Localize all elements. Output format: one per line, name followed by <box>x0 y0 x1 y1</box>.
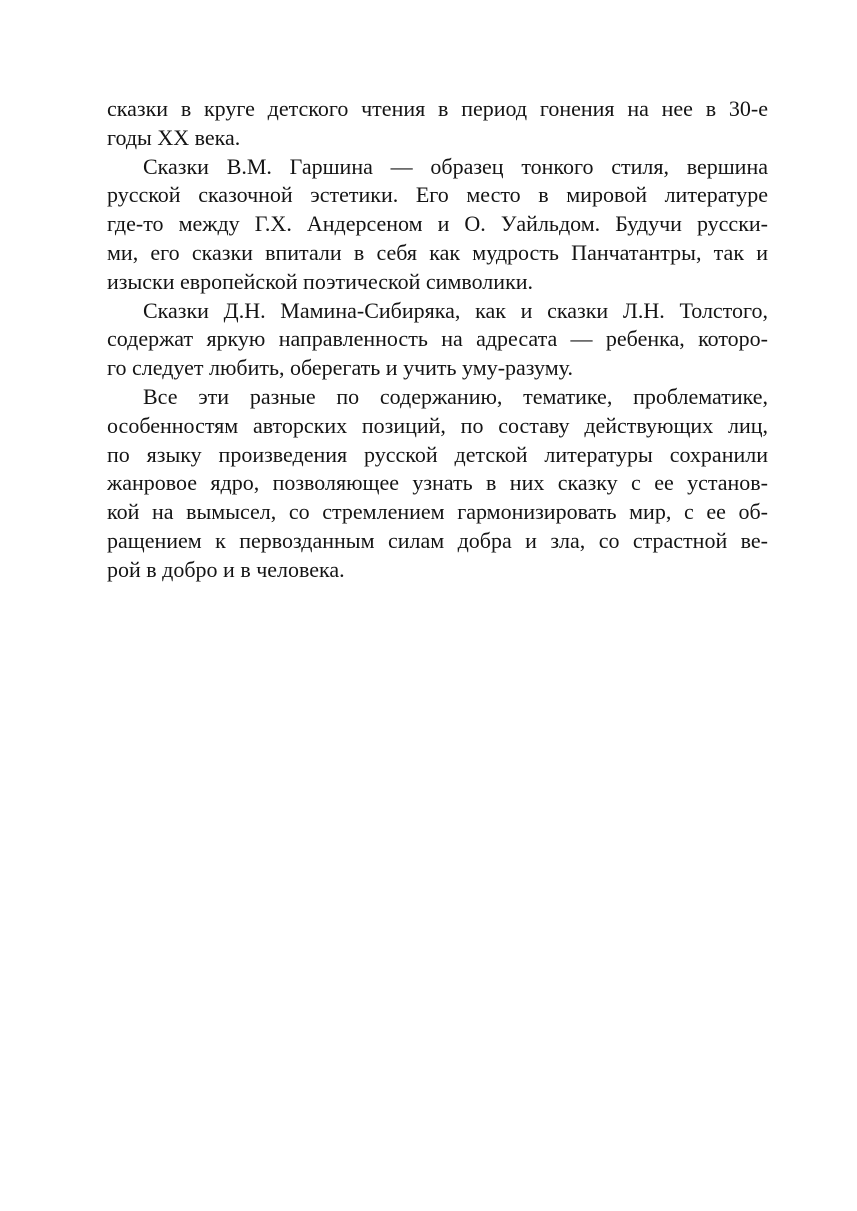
text-line: по языку произведения русской детской литературы сохранили <box>107 441 768 467</box>
text-line: жанровое ядро, позволяющее узнать в них сказку с ее установ- <box>107 470 768 496</box>
text-line: Сказки В.М. Гаршина — образец тонкого стиля, вершина <box>143 153 768 179</box>
text-line: кой на вымысел, со стремлением гармонизировать мир, с ее об- <box>107 499 768 525</box>
text-line: ращением к первозданным силам добра и зла, со страстной ве- <box>107 527 768 553</box>
text-line: особенностям авторских позиций, по составу действующих лиц, <box>107 412 768 438</box>
text-line: ми, его сказки впитали в себя как мудрость Панчатантры, так и <box>107 239 768 265</box>
text-line: Все эти разные по содержанию, тематике, проблематике, <box>143 383 768 409</box>
text-line: русской сказочной эстетики. Его место в мировой литературе <box>107 182 768 208</box>
text-line: Сказки Д.Н. Мамина-Сибиряка, как и сказки Л.Н. Толстого, <box>143 297 768 323</box>
paragraph-garshin <box>107 153 768 297</box>
paragraph-mamin-sibiryak <box>107 297 768 383</box>
text-line: го следует любить, оберегать и учить уму-разуму. <box>107 355 573 381</box>
text-line: сказки в круге детского чтения в период гонения на нее в 30-е <box>107 96 768 121</box>
text-line: годы XX века. <box>107 124 241 150</box>
text-line: рой в добро и в человека. <box>107 556 345 582</box>
paragraph-continuation <box>107 95 768 153</box>
text-line: изыски европейской поэтической символики. <box>107 268 534 294</box>
paragraph-conclusion <box>107 383 768 585</box>
body-text <box>107 95 768 585</box>
text-line: где-то между Г.Х. Андерсеном и О. Уайльдом. Будучи русски- <box>107 211 768 237</box>
text-line: содержат яркую направленность на адресата — ребенка, которо- <box>107 326 768 352</box>
